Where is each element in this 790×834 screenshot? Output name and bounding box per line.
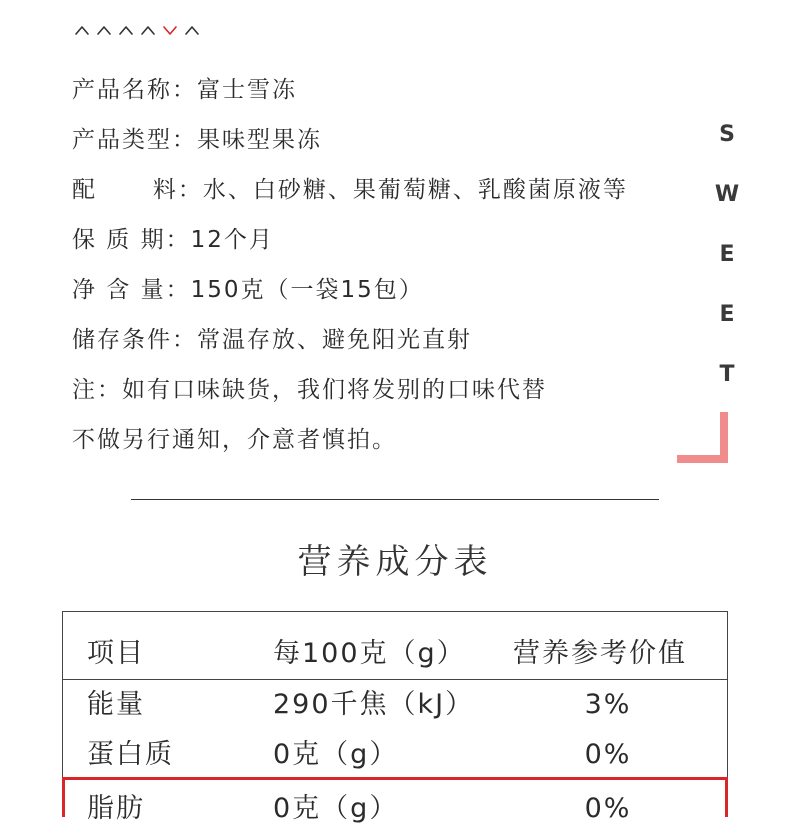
info-row-storage xyxy=(72,322,472,358)
info-row-ingredients xyxy=(72,172,628,208)
corner-horizontal-bar xyxy=(677,455,728,463)
note-line-2: 不做另行通知，介意者慎拍。 xyxy=(72,427,397,453)
vertical-letter: T xyxy=(719,362,735,387)
row-nrv: 3% xyxy=(584,689,632,720)
info-label: 产品类型： xyxy=(72,127,197,153)
info-row-type xyxy=(72,122,322,158)
info-row-shelf-life xyxy=(72,222,274,258)
info-label: 净 含 量： xyxy=(72,277,191,303)
chevron-up-icon xyxy=(138,18,158,40)
header-nrv: 营养参考价值 xyxy=(513,638,687,669)
row-item: 脂肪 xyxy=(87,793,145,824)
row-nrv: 0% xyxy=(584,739,632,770)
table-row xyxy=(63,680,727,730)
row-item: 蛋白质 xyxy=(87,739,174,770)
table-row xyxy=(63,730,727,780)
corner-bracket-decoration xyxy=(677,412,728,463)
row-item: 能量 xyxy=(87,689,145,720)
info-value: 富士雪冻 xyxy=(197,77,297,103)
chevron-up-icon xyxy=(116,18,136,40)
info-label: 产品名称： xyxy=(72,77,197,103)
chevron-decoration xyxy=(72,18,202,40)
info-label: 保 质 期： xyxy=(72,227,191,253)
section-divider xyxy=(131,499,659,500)
info-value: 水、白砂糖、果葡萄糖、乳酸菌原液等 xyxy=(202,177,628,203)
info-value: 150克（一袋15包） xyxy=(190,277,424,303)
info-value: 常温存放、避免阳光直射 xyxy=(197,327,472,353)
note-line-1: 注：如有口味缺货，我们将发别的口味代替 xyxy=(72,377,547,403)
vertical-letter: S xyxy=(719,122,735,147)
chevron-up-icon xyxy=(72,18,92,40)
info-label: 储存条件： xyxy=(72,327,197,353)
info-value: 果味型果冻 xyxy=(197,127,322,153)
row-nrv: 0% xyxy=(584,793,632,824)
info-row-net-content xyxy=(72,272,424,308)
nutrition-title: 营养成分表 xyxy=(297,542,493,582)
vertical-letter: E xyxy=(719,302,735,327)
header-item: 项目 xyxy=(87,638,145,669)
chevron-up-icon xyxy=(182,18,202,40)
chevron-up-icon xyxy=(94,18,114,40)
table-header-row xyxy=(63,629,727,679)
info-row-name xyxy=(72,72,297,108)
row-per-100g: 290千焦（kJ） xyxy=(273,689,475,720)
highlight-box xyxy=(62,777,728,817)
check-chevron-icon xyxy=(160,18,180,40)
vertical-letter: E xyxy=(719,242,735,267)
info-value: 12个月 xyxy=(190,227,274,253)
header-per-100g: 每100克（g） xyxy=(273,638,466,669)
info-label: 配 料： xyxy=(72,177,203,203)
row-per-100g: 0克（g） xyxy=(273,739,399,770)
row-per-100g: 0克（g） xyxy=(273,793,399,824)
vertical-letter: W xyxy=(714,182,740,207)
